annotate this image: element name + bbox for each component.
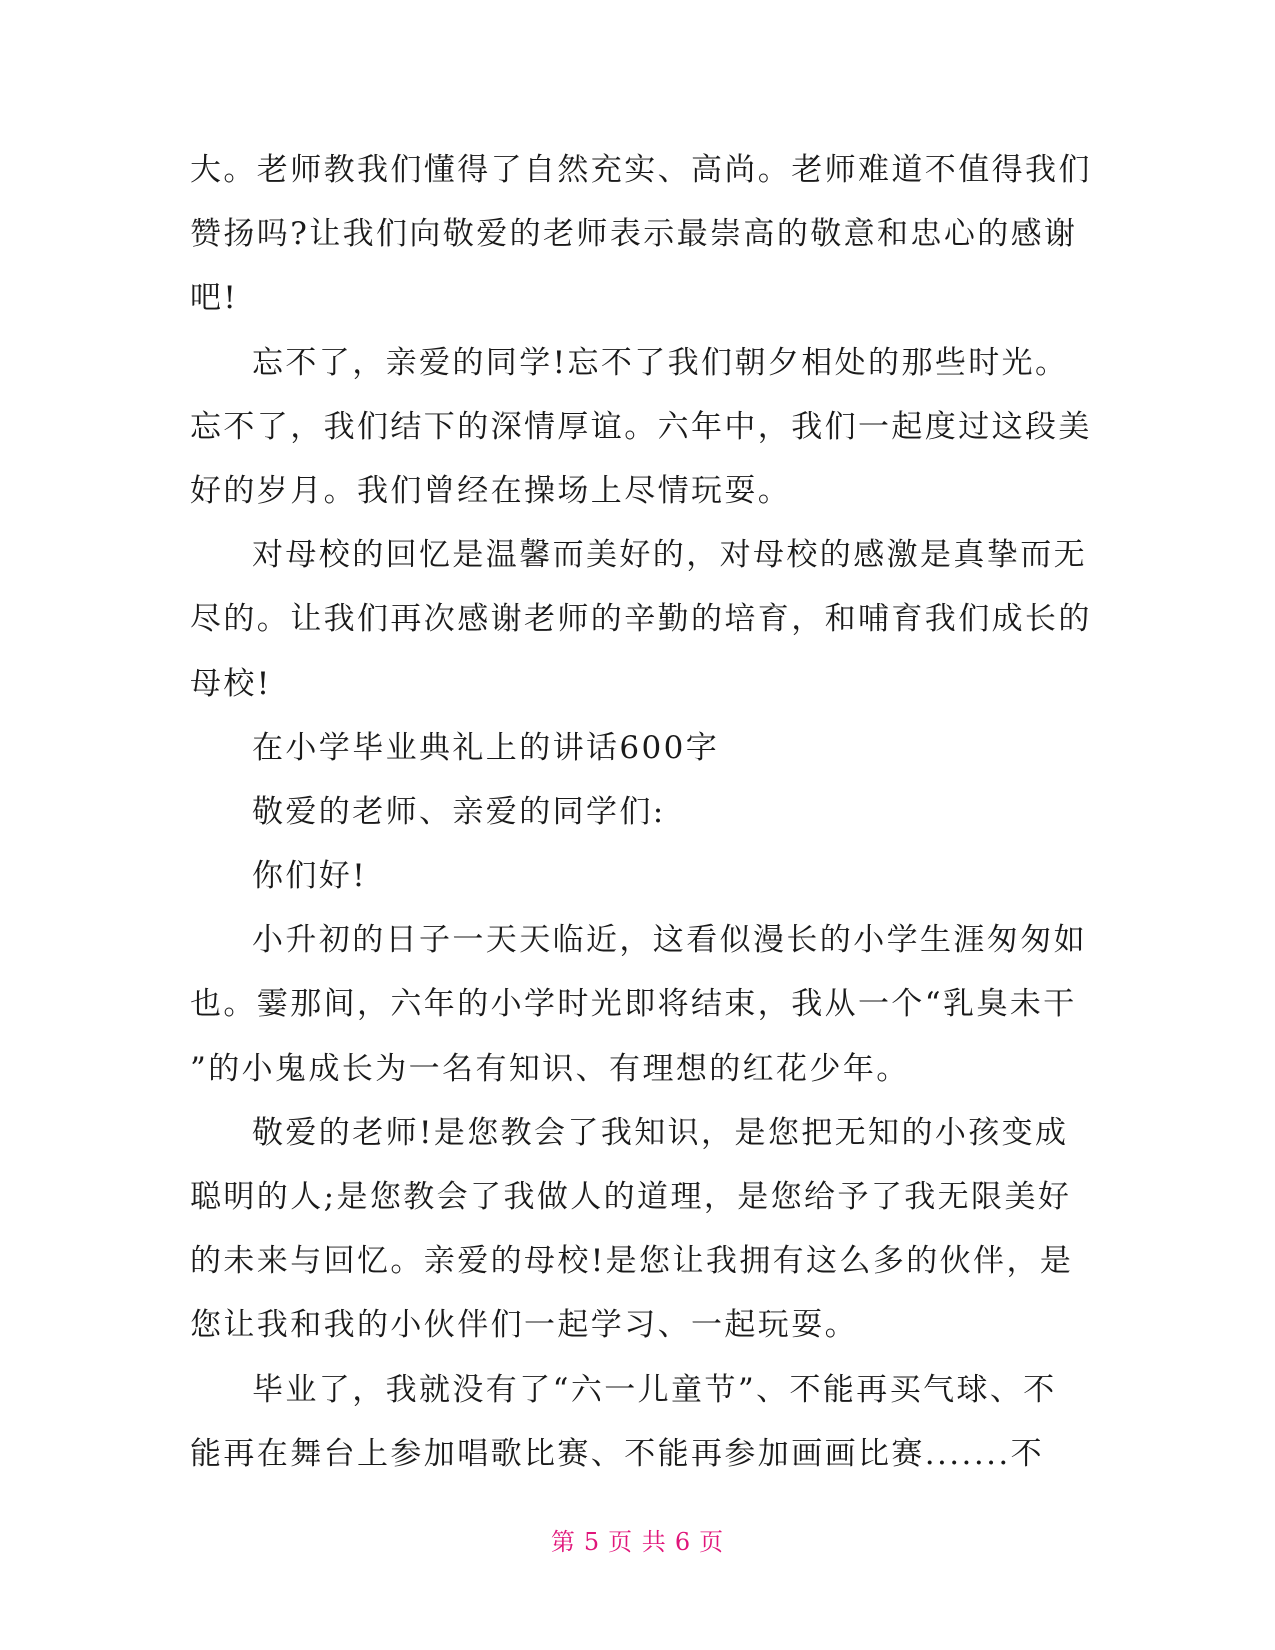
- document-body: [190, 138, 1090, 1486]
- text-line: 忘不了，我们结下的深情厚谊。六年中，我们一起度过这段美: [190, 408, 1092, 445]
- text-line: 您让我和我的小伙伴们一起学习、一起玩耍。: [190, 1307, 858, 1344]
- text-line: 也。霎那间，六年的小学时光即将结束，我从一个“乳臭未干: [190, 986, 1077, 1023]
- salutation: 敬爱的老师、亲爱的同学们:: [252, 793, 666, 830]
- total-pages-number: 6: [674, 1528, 692, 1556]
- text-line: 尽的。让我们再次感谢老师的辛勤的培育，和哺育我们成长的: [190, 601, 1092, 638]
- text-line: 小升初的日子一天天临近，这看似漫长的小学生涯匆匆如: [252, 922, 1087, 959]
- page-footer: [0, 1522, 1275, 1557]
- page-label-prefix: 第: [550, 1528, 576, 1556]
- text-line: 聪明的人;是您教会了我做人的道理，是您给予了我无限美好: [190, 1179, 1072, 1215]
- text-line: 对母校的回忆是温馨而美好的，对母校的感激是真挚而无: [252, 537, 1087, 574]
- current-page-number: 5: [583, 1528, 601, 1556]
- text-line: 的未来与回忆。亲爱的母校!是您让我拥有这么多的伙伴，是: [190, 1243, 1074, 1280]
- text-line: 好的岁月。我们曾经在操场上尽情玩耍。: [190, 472, 792, 509]
- text-line: ”的小鬼成长为一名有知识、有理想的红花少年。: [190, 1050, 910, 1087]
- greeting: 你们好!: [252, 858, 368, 895]
- text-line: 吧!: [190, 280, 239, 317]
- text-line: 毕业了，我就没有了“六一儿童节”、不能再买气球、不: [252, 1371, 1057, 1408]
- text-line: 敬爱的老师!是您教会了我知识，是您把无知的小孩变成: [252, 1114, 1069, 1151]
- text-line: 能再在舞台上参加唱歌比赛、不能再参加画画比赛.......不: [190, 1435, 1044, 1472]
- text-line: 母校!: [190, 665, 272, 702]
- text-line: 大。老师教我们懂得了自然充实、高尚。老师难道不值得我们: [190, 152, 1092, 188]
- text-line: 赞扬吗?让我们向敬爱的老师表示最崇高的敬意和忠心的感谢: [190, 216, 1078, 253]
- page-label-suffix: 页: [699, 1528, 725, 1556]
- section-heading: 在小学毕业典礼上的讲话600字: [252, 729, 720, 766]
- text-line: 忘不了，亲爱的同学!忘不了我们朝夕相处的那些时光。: [252, 344, 1069, 381]
- page-label-middle: 页 共: [608, 1528, 667, 1556]
